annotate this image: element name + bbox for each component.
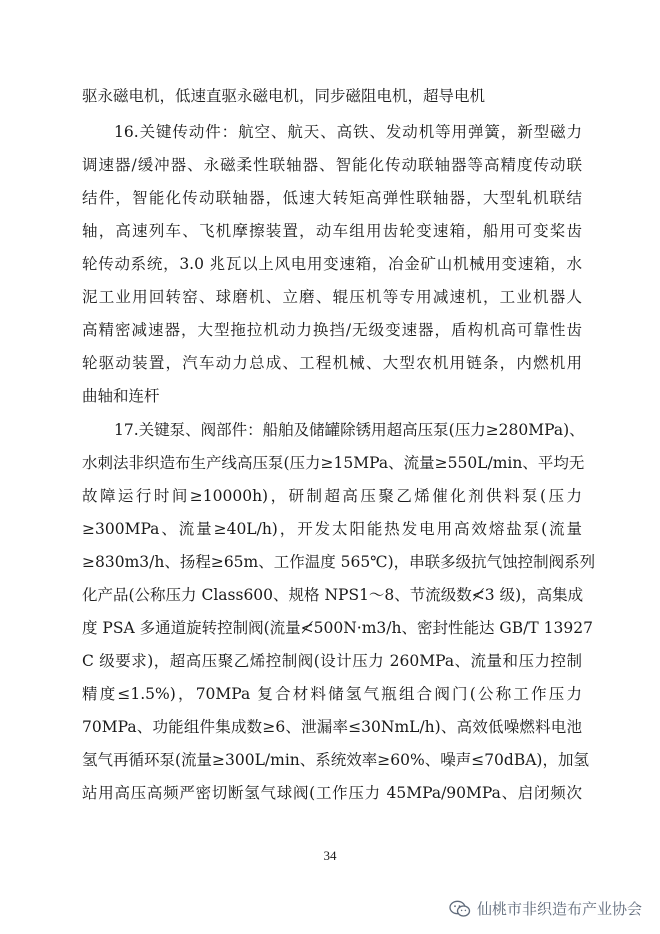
text-line: 精度≤1.5%)，70MPa 复合材料储氢气瓶组合阀门(公称工作压力: [82, 685, 582, 703]
text-line: 曲轴和连杆: [82, 387, 160, 405]
wechat-watermark: [449, 898, 642, 919]
wechat-icon: [449, 900, 471, 918]
watermark-text: 仙桃市非织造布产业协会: [476, 900, 642, 918]
text-line: 化产品(公称压力 Class600、规格 NPS1～8、节流级数≮3 级)，高集成: [82, 586, 584, 604]
text-line: 轮传动系统，3.0 兆瓦以上风电用变速箱，冶金矿山机械用变速箱，水: [82, 255, 582, 273]
text-line: 16.关键传动件：航空、航天、高铁、发动机等用弹簧，新型磁力: [114, 123, 582, 141]
page-number: 34: [323, 848, 337, 863]
text-line: ≥830m3/h、扬程≥65m、工作温度 565℃)，串联多级抗气蚀控制阀系列: [82, 553, 596, 571]
text-line: 故障运行时间≥10000h)，研制超高压聚乙烯催化剂供料泵(压力: [82, 487, 582, 505]
text-line: 水刺法非织造布生产线高压泵(压力≥15MPa、流量≥550L/min、平均无: [82, 454, 585, 472]
text-line: 70MPa、功能组件集成数≥6、泄漏率≤30NmL/h)、高效低噪燃料电池: [82, 718, 582, 736]
text-line: 17.关键泵、阀部件：船舶及储罐除锈用超高压泵(压力≥280MPa)、: [114, 421, 585, 439]
text-line: 度 PSA 多通道旋转控制阀(流量≮500N·m3/h、密封性能达 GB/T 13927: [82, 619, 593, 637]
text-line: 调速器/缓冲器、永磁柔性联轴器、智能化传动联轴器等高精度传动联: [82, 156, 582, 174]
text-line: C 级要求)，超高压聚乙烯控制阀(设计压力 260MPa、流量和压力控制: [82, 652, 582, 670]
text-line: 高精密减速器，大型拖拉机动力换挡/无级变速器，盾构机高可靠性齿: [82, 321, 582, 339]
text-line: 结件，智能化传动联轴器，低速大转矩高弹性联轴器，大型轧机联结: [82, 189, 582, 207]
text-line: 站用高压高频严密切断氢气球阀(工作压力 45MPa/90MPa、启闭频次: [82, 784, 582, 802]
text-line: 氢气再循环泵(流量≥300L/min、系统效率≥60%、噪声≤70dBA)，加氢: [82, 751, 589, 769]
text-line: 泥工业用回转窑、球磨机、立磨、辊压机等专用减速机，工业机器人: [82, 288, 582, 306]
text-line: ≥300MPa、流量≥40L/h)，开发太阳能热发电用高效熔盐泵(流量: [82, 520, 582, 538]
text-line: 轮驱动装置，汽车动力总成、工程机械、大型农机用链条，内燃机用: [82, 354, 582, 372]
text-line: 轴，高速列车、飞机摩擦装置，动车组用齿轮变速箱，船用可变桨齿: [82, 222, 582, 240]
text-line: 驱永磁电机，低速直驱永磁电机，同步磁阻电机，超导电机: [82, 87, 486, 105]
